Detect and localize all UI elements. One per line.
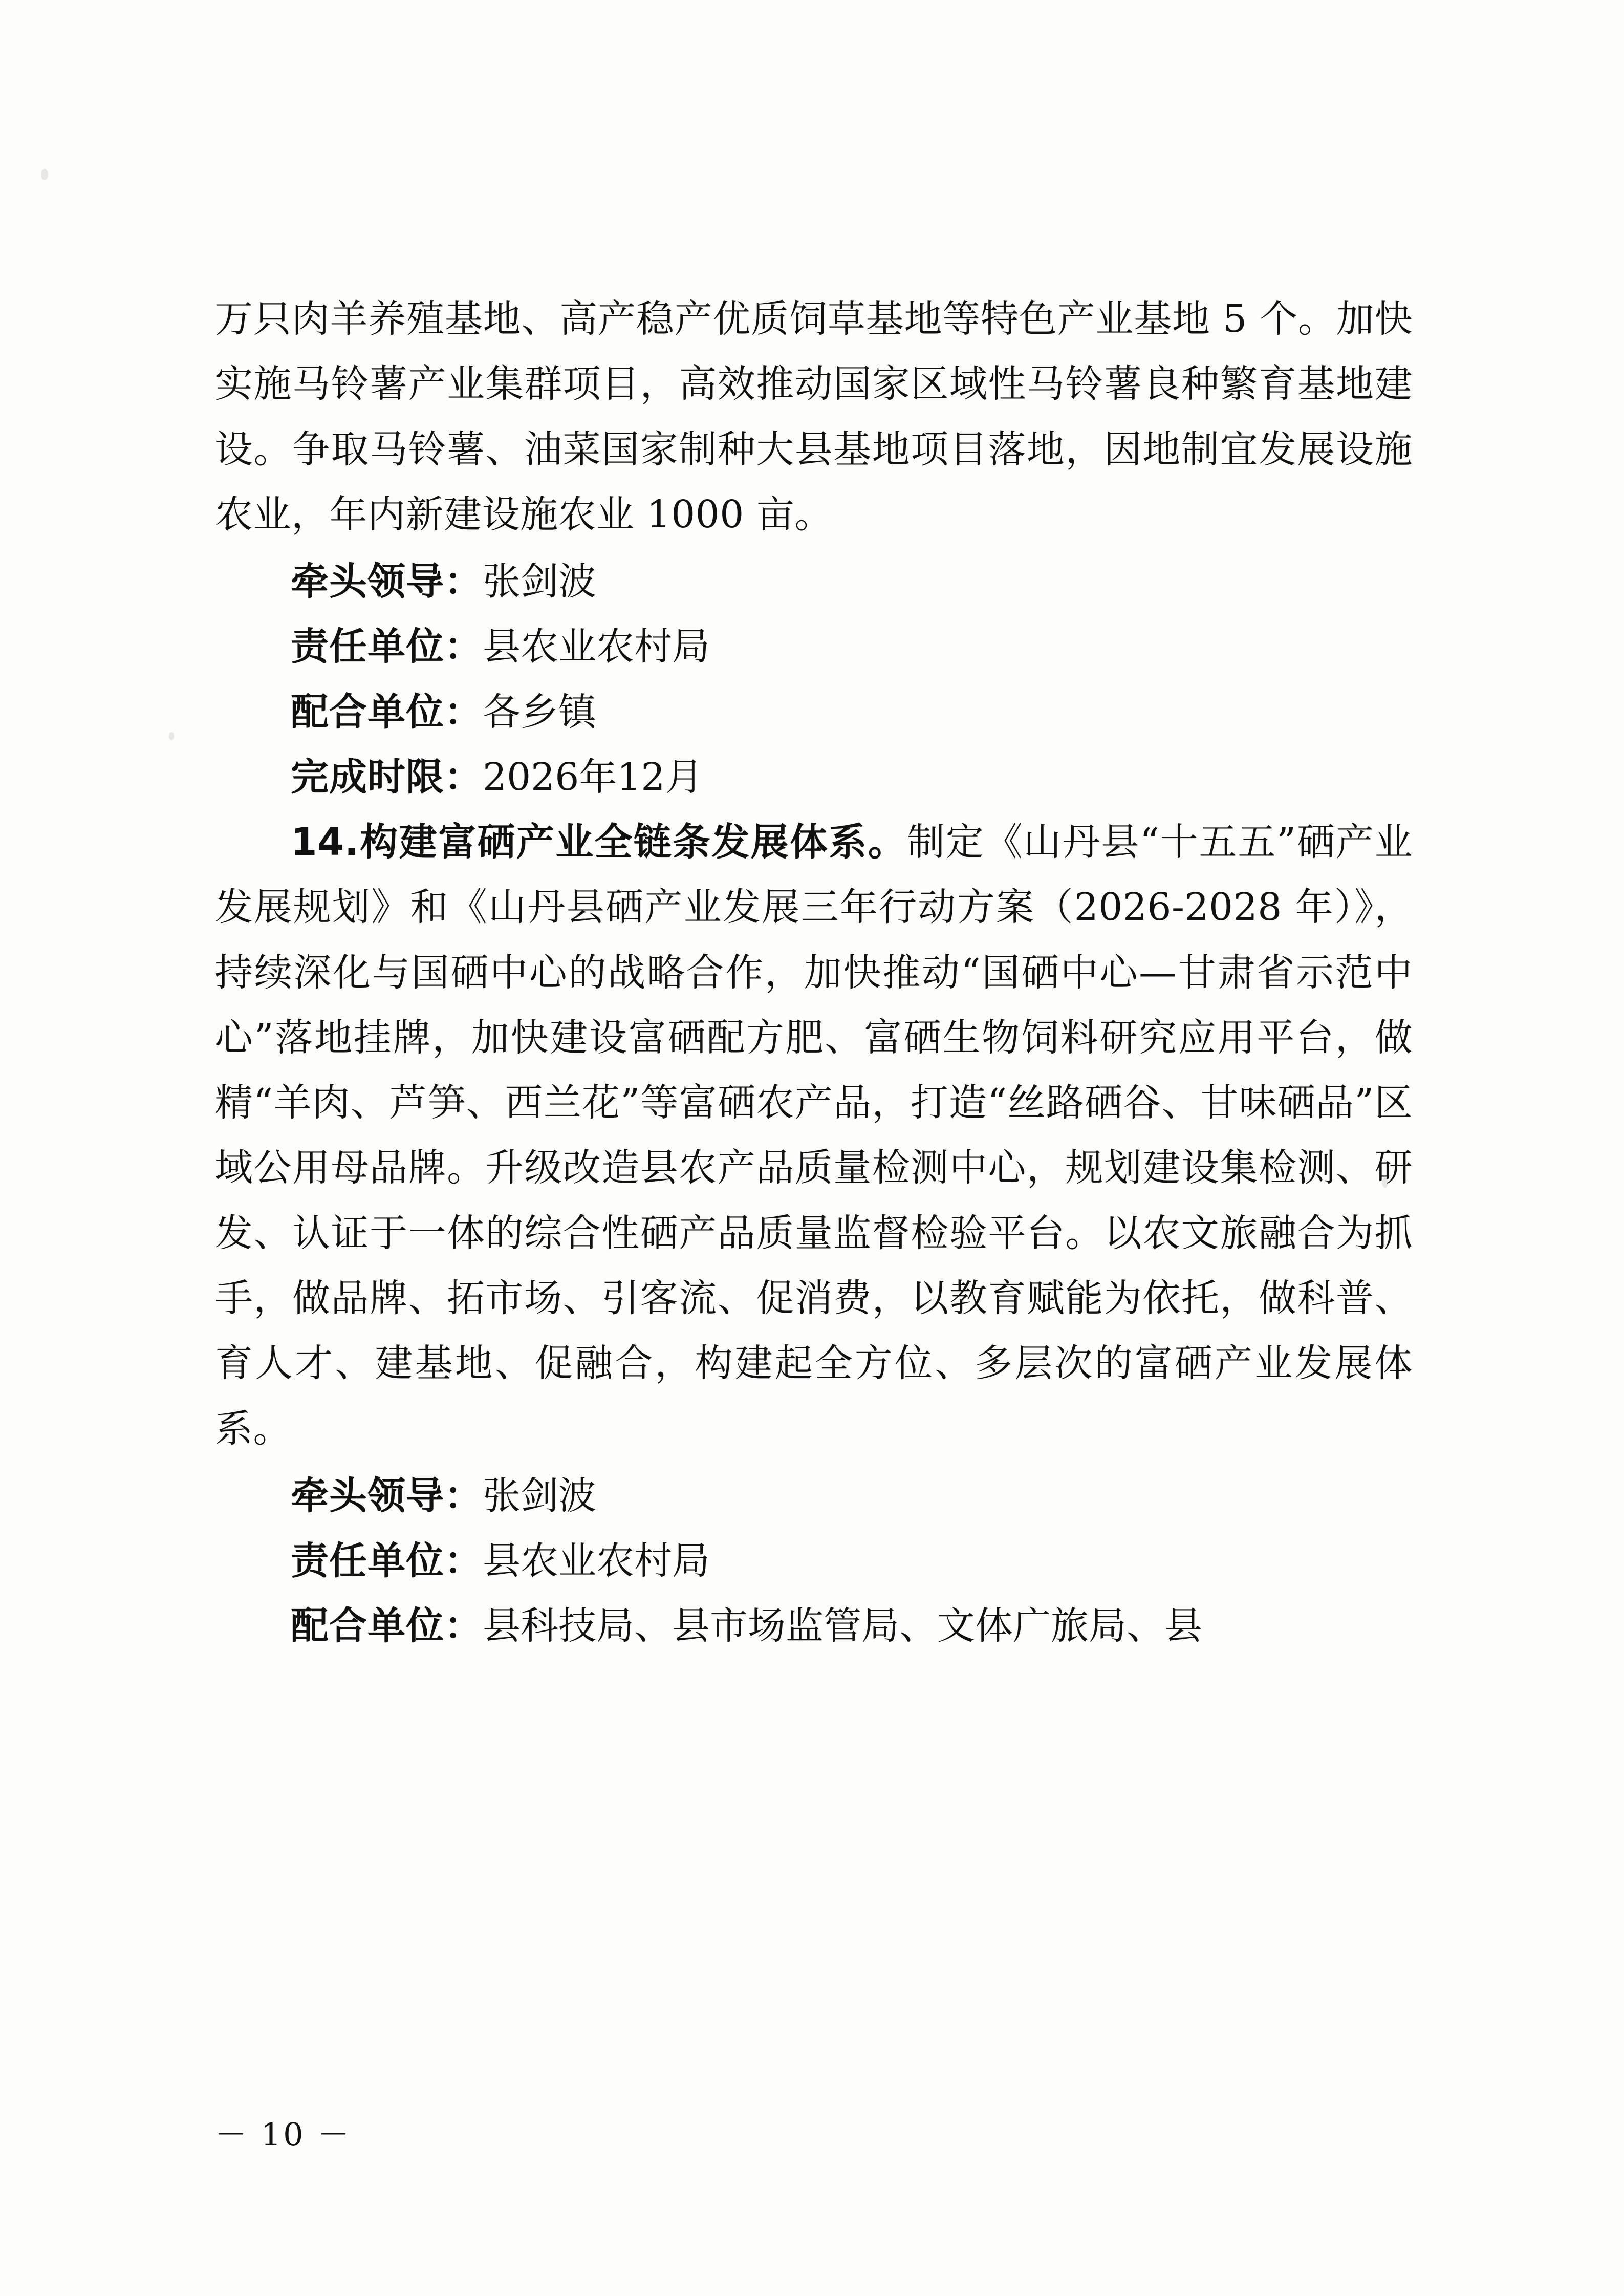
field-responsible-unit-1 bbox=[215, 614, 1413, 679]
section-14-heading: 14.构建富硒产业全链条发展体系。 bbox=[291, 820, 907, 865]
field-value: 张剑波 bbox=[483, 560, 596, 604]
field-responsible-unit-2 bbox=[215, 1529, 1413, 1594]
field-label: 配合单位： bbox=[291, 1604, 483, 1648]
field-lead-leader-1 bbox=[215, 549, 1413, 614]
field-label: 配合单位： bbox=[291, 690, 483, 734]
field-label: 责任单位： bbox=[291, 625, 483, 669]
section-14-paragraph bbox=[215, 810, 1413, 1462]
document-body bbox=[215, 287, 1413, 1659]
field-label: 牵头领导： bbox=[291, 1473, 483, 1518]
field-value: 县科技局、县市场监管局、文体广旅局、县 bbox=[483, 1604, 1202, 1648]
page-footer bbox=[215, 2109, 1413, 2155]
field-deadline-1 bbox=[215, 745, 1413, 810]
scan-speck bbox=[41, 169, 48, 180]
page-number: － 10 － bbox=[215, 2116, 352, 2153]
field-label: 牵头领导： bbox=[291, 560, 483, 604]
field-value: 各乡镇 bbox=[483, 690, 596, 734]
paragraph-continued: 万只肉羊养殖基地、高产稳产优质饲草基地等特色产业基地 5 个。加快实施马铃薯产业集群项目，高效推动国家区域性马铃薯良种繁育基地建设。争取马铃薯、油菜国家制种大县基地项目落地，因地制宜发展设施农业，年内新建设施农业 1000 亩。 bbox=[215, 297, 1413, 537]
field-label: 责任单位： bbox=[291, 1539, 483, 1583]
field-value: 县农业农村局 bbox=[483, 1539, 710, 1583]
field-lead-leader-2 bbox=[215, 1464, 1413, 1529]
field-value: 县农业农村局 bbox=[483, 625, 710, 669]
field-cooperating-unit-1 bbox=[215, 680, 1413, 745]
section-14-text: 制定《山丹县“十五五”硒产业发展规划》和《山丹县硒产业发展三年行动方案（2026-2028 年）》，持续深化与国硒中心的战略合作，加快推动“国硒中心—甘肃省示范中心”落地挂牌，加快建设富硒配方肥、富硒生物饲料研究应用平台，做精“羊肉、芦笋、西兰花”等富硒农产品，打造“丝路硒谷、甘味硒品”区域公用母品牌。升级改造县农产品质量检测中心，规划建设集检测、研发、认证于一体的综合性硒产品质量监督检验平台。以农文旅融合为抓手，做品牌、拓市场、引客流、促消费，以教育赋能为依托，做科普、育人才、建基地、促融合，构建起全方位、多层次的富硒产业发展体系。 bbox=[215, 820, 1413, 1451]
field-cooperating-unit-2 bbox=[215, 1594, 1413, 1659]
scan-speck bbox=[169, 732, 174, 740]
field-value: 张剑波 bbox=[483, 1473, 596, 1518]
field-value: 2026年12月 bbox=[483, 755, 703, 799]
field-label: 完成时限： bbox=[291, 755, 483, 799]
